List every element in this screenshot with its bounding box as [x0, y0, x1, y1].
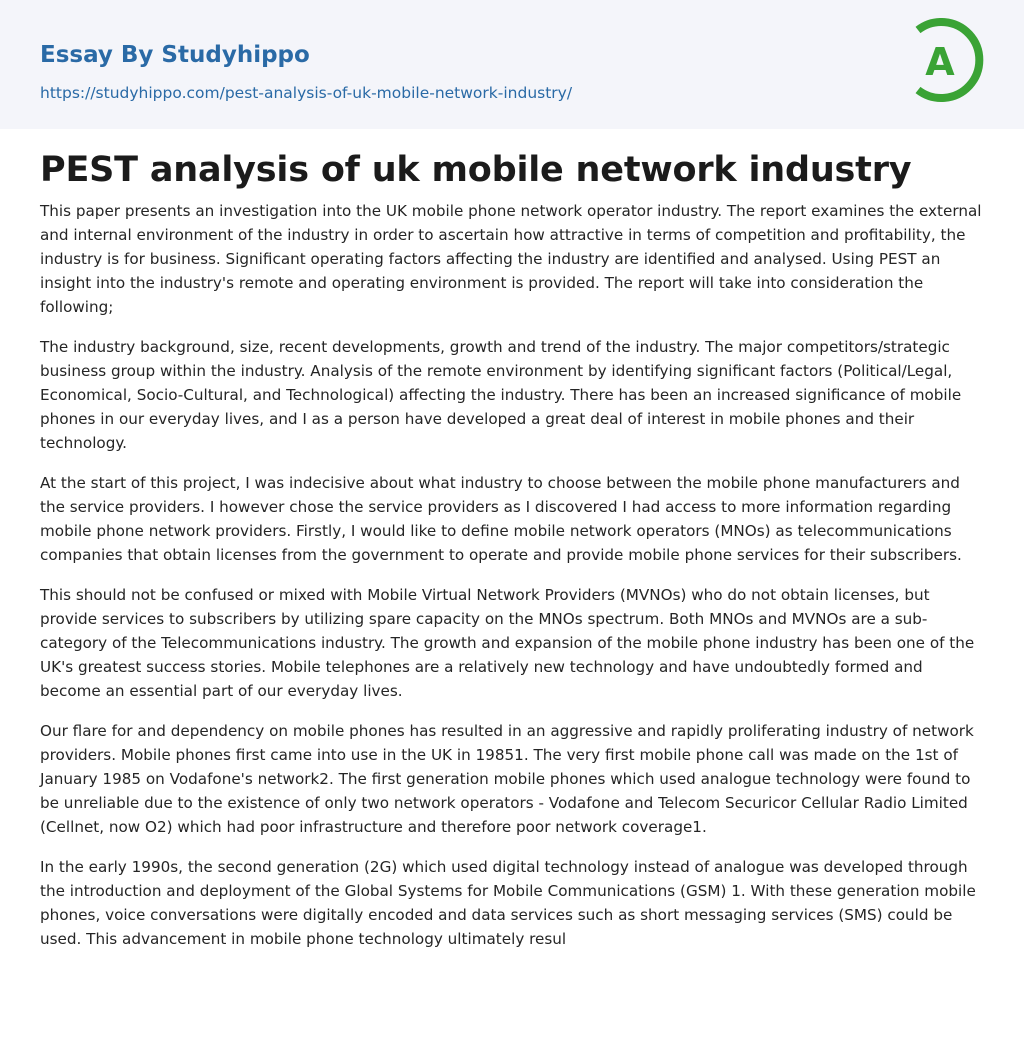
article-paragraph: The industry background, size, recent developments, growth and trend of the industry. The major competitors/strategic business group within the industry. Analysis of the remote environment by identifying significant factors (Political/Legal, Economical, Socio-Cultural, and Technological) affecting the industry. There has been an increased significance of mobile phones in our everyday lives, and I as a person have developed a great deal of interest in mobile phones and their technology.: [40, 338, 962, 452]
article-paragraph: In the early 1990s, the second generation (2G) which used digital technology instead of analogue was developed through the introduction and deployment of the Global Systems for Mobile Communications (GSM) 1. With these generation mobile phones, voice conversations were digitally encoded and data services such as short messaging services (SMS) could be used. This advancement in mobile phone technology ultimately resul: [40, 858, 976, 948]
article-paragraph: This should not be confused or mixed with Mobile Virtual Network Providers (MVNOs) who do not obtain licenses, but provide services to subscribers by utilizing spare capacity on the MNOs spectrum. Both MNOs and MVNOs are a sub-category of the Telecommunications industry. The growth and expansion of the mobile phone industry has been one of the UK's greatest success stories. Mobile telephones are a relatively new technology and have undoubtedly formed and become an essential part of our everyday lives.: [40, 586, 975, 700]
article-paragraph: This paper presents an investigation into the UK mobile phone network operator industry. The report examines the external and internal environment of the industry in order to ascertain how attractive in terms of competition and profitability, the industry is for business. Significant operating factors affecting the industry are identified and analysed. Using PEST an insight into the industry's remote and operating environment is provided. The report will take into consideration the following;: [40, 202, 982, 316]
source-url-link[interactable]: https://studyhippo.com/pest-analysis-of-uk-mobile-network-industry/: [40, 84, 573, 102]
page-title: PEST analysis of uk mobile network industry: [40, 150, 912, 190]
article: [0, 147, 1024, 951]
studyhippo-logo-icon: [909, 18, 989, 108]
article-paragraph: Our flare for and dependency on mobile phones has resulted in an aggressive and rapidly proliferating industry of network providers. Mobile phones first came into use in the UK in 19851. The very first mobile phone call was made on the 1st of January 1985 on Vodafone's network2. The first generation mobile phones which used analogue technology were found to be unreliable due to the existence of only two network operators - Vodafone and Telecom Securicor Cellular Radio Limited (Cellnet, now O2) which had poor infrastructure and therefore poor network coverage1.: [40, 722, 974, 836]
article-paragraph: At the start of this project, I was indecisive about what industry to choose between the mobile phone manufacturers and the service providers. I however chose the service providers as I discovered I had access to more information regarding mobile phone network providers. Firstly, I would like to define mobile network operators (MNOs) as telecommunications companies that obtain licenses from the government to operate and provide mobile phone services for their subscribers.: [40, 474, 962, 564]
logo-letter: A: [925, 40, 955, 84]
page-header: [0, 0, 1024, 129]
brand-title: Essay By Studyhippo: [40, 42, 310, 68]
